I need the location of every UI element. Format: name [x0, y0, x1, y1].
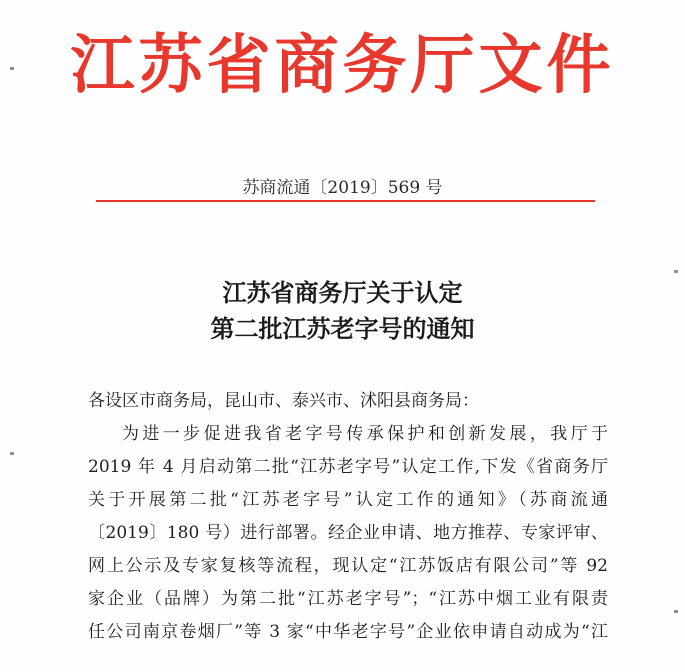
- body-line: 关于开展第二批“江苏老字号”认定工作的通知》（苏商流通: [88, 490, 608, 510]
- body-line: 2019 年 4 月启动第二批“江苏老字号”认定工作,下发《省商务厅: [88, 457, 608, 477]
- notice-body: [88, 385, 608, 649]
- body-line: 网上公示及专家复核等流程，现认定“江苏饭店有限公司”等 92: [88, 556, 608, 576]
- document-number: 苏商流通〔2019〕569 号: [242, 178, 443, 198]
- scan-speck: [10, 67, 14, 70]
- scan-speck: [674, 610, 678, 613]
- red-divider-line: [96, 200, 595, 202]
- body-line: 为进一步促进我省老字号传承保护和创新发展，我厅于: [122, 424, 608, 444]
- scan-speck: [674, 270, 678, 273]
- body-line: 〔2019〕180 号）进行部署。经企业申请、地方推荐、专家评审、: [88, 523, 608, 543]
- body-line: 任公司南京卷烟厂”等 3 家“中华老字号”企业依申请自动成为“江: [88, 622, 608, 642]
- notice-title-line-1: 江苏省商务厅关于认定: [222, 279, 463, 307]
- notice-title-line-2: 第二批江苏老字号的通知: [210, 315, 475, 343]
- agency-header-title: 江苏省商务厅文件: [70, 29, 615, 103]
- notice-title: [0, 275, 685, 347]
- scan-speck: [10, 452, 14, 455]
- body-line: 家企业（品牌）为第二批“江苏老字号”；“江苏中烟工业有限责: [88, 589, 608, 609]
- salutation: 各设区市商务局，昆山市、泰兴市、沭阳县商务局：: [88, 391, 479, 411]
